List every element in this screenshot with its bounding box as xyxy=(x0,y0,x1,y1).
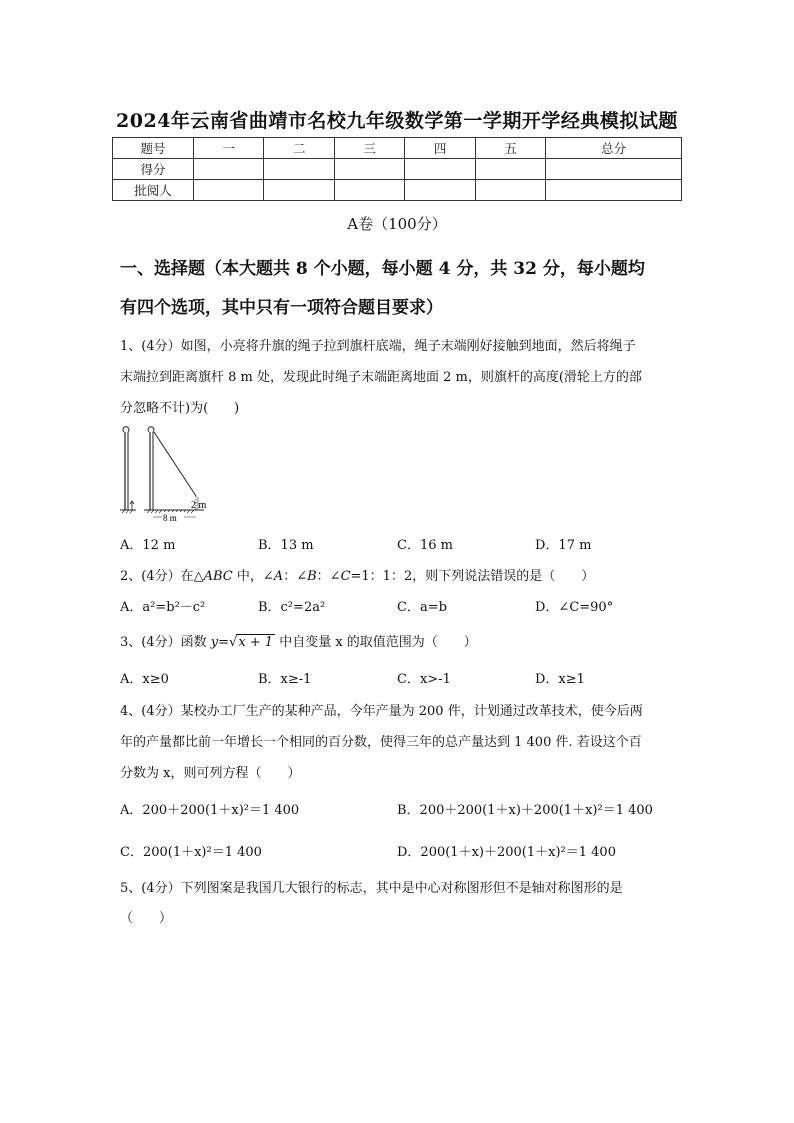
question-1-line: 1、(4分）如图，小亮将升旗的绳子拉到旗杆底端，绳子末端刚好接触到地面，然后将绳子 xyxy=(120,339,636,354)
score-table-header-row xyxy=(113,138,682,159)
sqrt-icon: √ xyxy=(229,635,238,650)
score-cell xyxy=(264,180,334,201)
q4-option-c[interactable]: C．200(1＋x)²＝1 400 xyxy=(120,845,262,860)
score-cell xyxy=(546,180,682,201)
score-table-row xyxy=(113,180,682,201)
section-heading-line2: 有四个选项，其中只有一项符合题目要求） xyxy=(120,298,443,318)
q2-angle-b: B xyxy=(307,569,317,584)
score-cell-header: 三 xyxy=(334,138,404,159)
q2-angle-a: A xyxy=(273,569,284,584)
q1-option-b[interactable]: B．13 m xyxy=(258,538,314,553)
question-1-line: 分忽略不计)为( ) xyxy=(120,401,240,416)
q3-option-b[interactable]: B．x≥-1 xyxy=(258,672,312,687)
exam-title: 2024年云南省曲靖市名校九年级数学第一学期开学经典模拟试题 xyxy=(116,110,678,132)
q4-option-a[interactable]: A．200＋200(1＋x)²＝1 400 xyxy=(120,803,300,818)
q2-text: 中，∠ xyxy=(232,569,274,584)
q3-text: 中自变量 x 的取值范围为（ ） xyxy=(275,635,477,650)
q3-option-a[interactable]: A．x≥0 xyxy=(120,672,169,687)
score-cell xyxy=(194,180,264,201)
question-5-line: 5、(4分）下列图案是我国几大银行的标志，其中是中心对称图形但不是轴对称图形的是 xyxy=(120,881,623,896)
score-cell-header: 题号 xyxy=(113,138,194,159)
q2-text: ：∠ xyxy=(316,569,341,584)
q3-option-c[interactable]: C．x>-1 xyxy=(397,672,451,687)
score-cell-header: 二 xyxy=(264,138,334,159)
score-cell xyxy=(405,180,475,201)
score-cell xyxy=(475,159,545,180)
q1-option-d[interactable]: D．17 m xyxy=(535,538,592,553)
label-2m: 2 m xyxy=(191,500,207,511)
score-cell xyxy=(334,159,404,180)
q3-radicand: x + 1 xyxy=(238,635,274,650)
q3-y: y xyxy=(210,635,219,650)
q2-text: 2、(4分）在△ xyxy=(120,569,204,584)
question-3-line xyxy=(120,631,477,650)
question-5-line: （ ） xyxy=(120,911,173,926)
question-4-line: 年的产量都比前一年增长一个相同的百分数，使得三年的总产量达到 1 400 件. 若设这个百 xyxy=(120,735,642,750)
label-8m: 8 m xyxy=(163,513,177,523)
score-cell xyxy=(546,159,682,180)
q2-option-a[interactable]: A．a²=b²－c² xyxy=(120,600,206,615)
score-cell xyxy=(475,180,545,201)
score-table xyxy=(112,137,682,201)
score-cell xyxy=(334,180,404,201)
q3-eq: = xyxy=(218,635,230,650)
q3-option-d[interactable]: D．x≥1 xyxy=(535,672,585,687)
score-row-label: 得分 xyxy=(113,159,194,180)
score-row-label: 批阅人 xyxy=(113,180,194,201)
q2-option-b[interactable]: B．c²=2a² xyxy=(258,600,326,615)
q2-angle-c: C xyxy=(340,569,351,584)
q2-option-c[interactable]: C．a=b xyxy=(397,600,447,615)
q4-option-b[interactable]: B．200＋200(1＋x)＋200(1＋x)²＝1 400 xyxy=(397,803,653,818)
question-4-line: 分数为 x，则可列方程（ ） xyxy=(120,766,301,781)
q4-option-d[interactable]: D．200(1＋x)＋200(1＋x)²＝1 400 xyxy=(397,845,616,860)
score-cell-header: 总分 xyxy=(546,138,682,159)
q2-option-d[interactable]: D．∠C=90° xyxy=(535,600,614,615)
score-cell xyxy=(194,159,264,180)
question-1-line: 末端拉到距离旗杆 8 m 处，发现此时绳子末端距离地面 2 m，则旗杆的高度(滑轮上方的部 xyxy=(120,370,642,385)
q2-text: ：∠ xyxy=(283,569,308,584)
score-cell xyxy=(405,159,475,180)
q3-text: 3、(4分）函数 xyxy=(120,635,211,650)
score-cell-header: 一 xyxy=(194,138,264,159)
q1-option-c[interactable]: C．16 m xyxy=(397,538,453,553)
score-cell-header: 四 xyxy=(405,138,475,159)
q2-abc: ABC xyxy=(203,569,233,584)
section-heading-line1: 一、选择题（本大题共 8 个小题，每小题 4 分，共 32 分，每小题均 xyxy=(120,259,645,279)
score-cell xyxy=(264,159,334,180)
flagpole-figure xyxy=(118,424,218,524)
section-subtitle: A卷（100分） xyxy=(347,215,447,233)
question-4-line: 4、(4分）某校办工厂生产的某种产品，今年产量为 200 件，计划通过改革技术，使今后两 xyxy=(120,704,643,719)
score-table-row xyxy=(113,159,682,180)
question-2-line xyxy=(120,565,594,584)
score-cell-header: 五 xyxy=(475,138,545,159)
q1-option-a[interactable]: A．12 m xyxy=(120,538,176,553)
q2-text: =1：1：2，则下列说法错误的是（ ） xyxy=(350,569,595,584)
